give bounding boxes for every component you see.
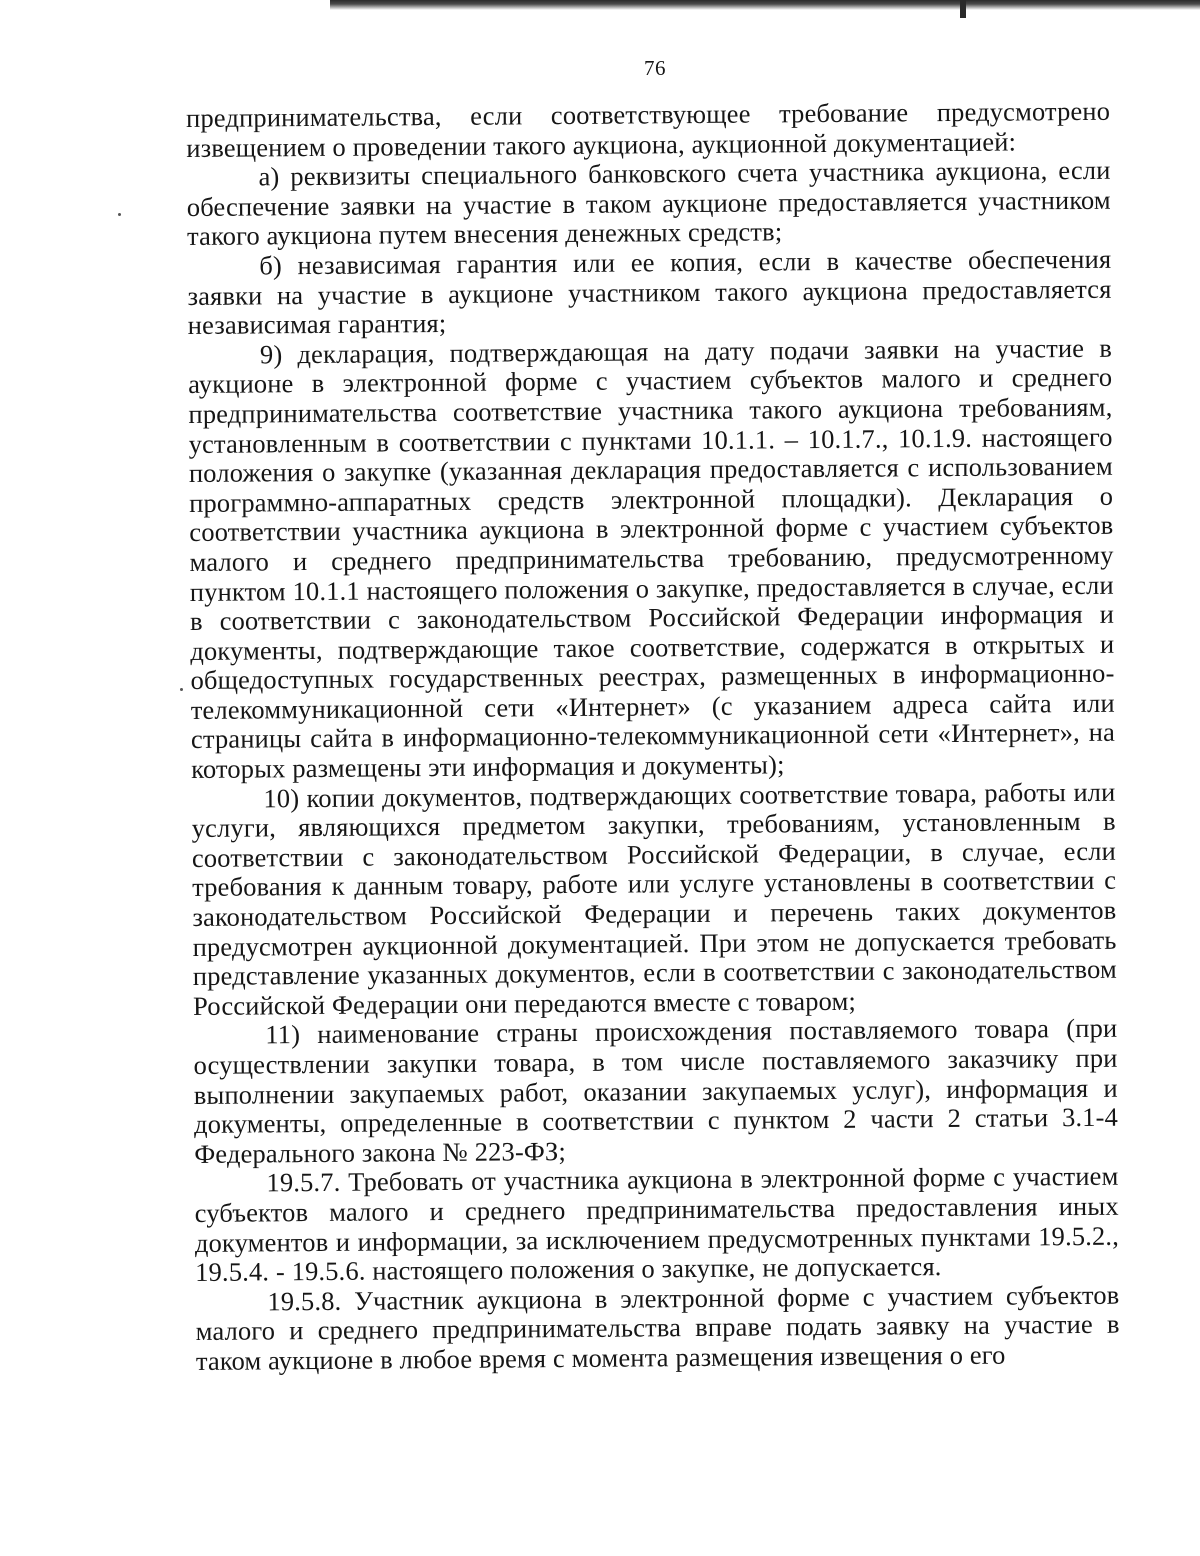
paragraph-item-b: б) независимая гарантия или ее копия, если в качестве обеспечения заявки на участие в аукционе участником такого аукциона предоставляется независимая гарантия; [187, 243, 1112, 341]
paragraph-item-11: 11) наименование страны происхождения поставляемого товара (при осуществлении закупки товара, в том числе поставляемого заказчику при выполнении закупаемых работ, оказании закупаемых услуг), информация и документы, определенные в соответствии с пунктом 2 части 2 статьи 3.1-4 Федерального закона № 223-ФЗ; [193, 1013, 1119, 1169]
document-body [186, 97, 1120, 1377]
paragraph-clause-19-5-8: 19.5.8. Участник аукциона в электронной форме с участием субъектов малого и среднего предпринимательства вправе подать заявку на участие в таком аукционе в любое время с момента размещения извещения о его [195, 1279, 1120, 1376]
scan-speck [180, 688, 183, 691]
scan-top-mark [960, 0, 966, 18]
scan-speck [118, 213, 121, 216]
paragraph-item-9: 9) декларация, подтверждающая на дату подачи заявки на участие в аукционе в электронной форме с участием субъектов малого и среднего предпринимательства соответствие участника такого аукциона требованиям, установленным в соответствии с пунктами 10.1.1. – 10.1.7., 10.1.9. настоящего положения о закупке (указанная декларация предоставляется с использованием программно-аппаратных средств электронной площадки). Декларация о соответствии участника аукциона в электронной форме с участием субъектов малого и среднего предпринимательства требованию, предусмотренному пунктом 10.1.1 настоящего положения о закупке, предоставляется в случае, если в соответствии с законодательством Российской Федерации информация и документы, подтверждающие такое соответствие, содержатся в открытых и общедоступных государственных реестрах, размещенных в информационно-телекоммуникационной сети «Интернет» (с указанием адреса сайта или страницы сайта в информационно-телекоммуникационной сети «Интернет», на которых размещены эти информация и документы); [188, 332, 1116, 785]
paragraph-clause-19-5-7: 19.5.7. Требовать от участника аукциона в электронной форме с участием субъектов малого и среднего предпринимательства предоставления иных документов и информации, за исключением предусмотренных пунктами 19.5.2., 19.5.4. - 19.5.6. настоящего положения о закупке, не допускается. [194, 1161, 1120, 1288]
paragraph-item-a: а) реквизиты специального банковского счета участника аукциона, если обеспечение заявки на участие в таком аукционе предоставляется участником такого аукциона путем внесения денежных средств; [186, 154, 1111, 252]
page-number: 76 [644, 56, 666, 80]
scan-top-edge [330, 0, 1200, 10]
paragraph-item-10: 10) копии документов, подтверждающих соответствие товара, работы или услуги, являющихся предметом закупки, требованиям, установленным в соответствии с законодательством Российской Федерации, в случае, если требования к данным товару, работе или услуге установлены в соответствии с законодательством Российской Федерации и перечень таких документов предусмотрен аукционной документацией. При этом не допускается требовать представление указанных документов, если в соответствии с законодательством Российской Федерации они передаются вместе с товаром; [191, 776, 1117, 1021]
paragraph-continuation: предпринимательства, если соответствующее требование предусмотрено извещением о проведении такого аукциона, аукционной документацией: [185, 95, 1111, 163]
